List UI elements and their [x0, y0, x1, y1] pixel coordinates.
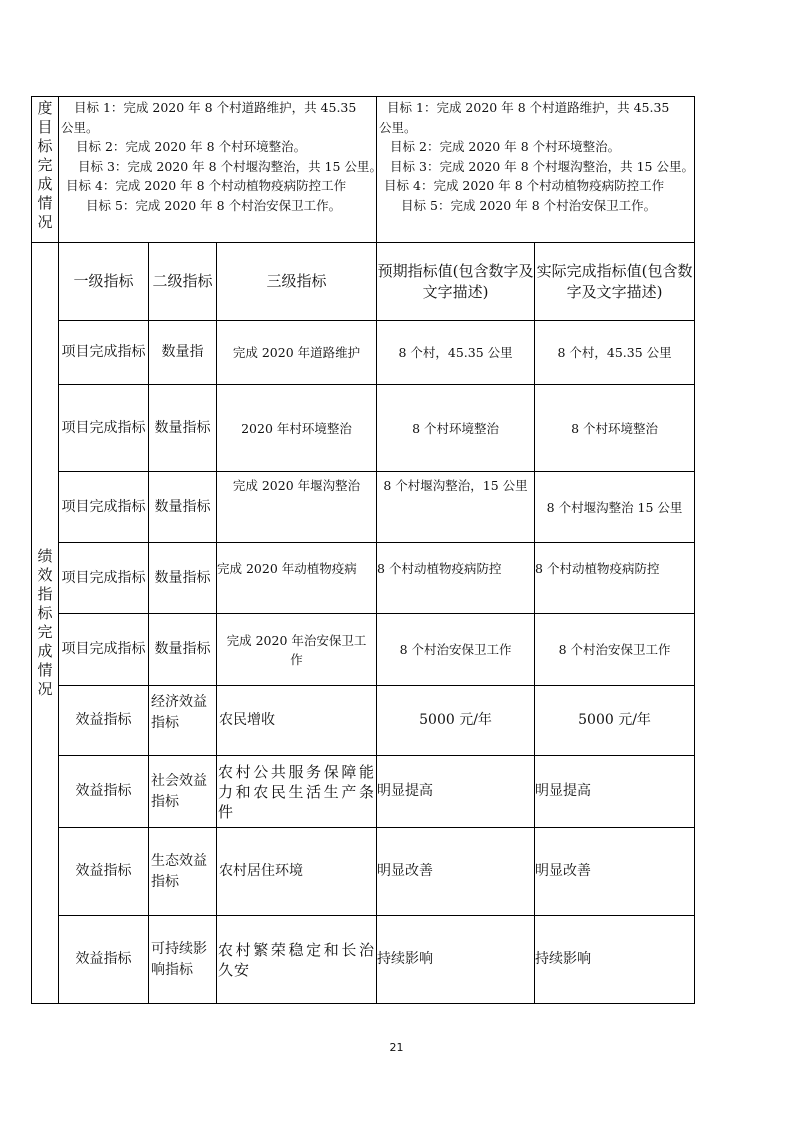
planned-goal-line: 目标 3：完成 2020 年 8 个村堰沟整治，共 15 公里。: [78, 158, 382, 174]
cell-level2: 数量指标: [149, 472, 217, 543]
header-level2: 二级指标: [149, 243, 217, 321]
planned-goal-line: 目标 1：完成 2020 年 8 个村道路维护，共 45.35: [74, 100, 357, 115]
cell-level2: 可持续影响指标: [149, 916, 217, 1004]
cell-level1: 效益指标: [59, 686, 149, 756]
cell-level2: 经济效益指标: [149, 686, 217, 756]
table-row: [32, 756, 695, 828]
cell-level3: 2020 年村环境整治: [217, 385, 377, 472]
cell-level3: 农村公共服务保障能力和农民生活生产条件: [217, 756, 377, 828]
planned-goals-cell: [59, 97, 382, 243]
goal-row: [32, 97, 695, 243]
cell-actual: 8 个村，45.35 公里: [535, 321, 695, 385]
cell-expected: 8 个村堰沟整治，15 公里: [377, 472, 535, 543]
planned-goal-line: 公里。: [61, 119, 99, 135]
cell-level2: 生态效益指标: [149, 828, 217, 916]
cell-expected: 8 个村治安保卫工作: [377, 614, 535, 686]
cell-level1: 项目完成指标: [59, 385, 149, 472]
actual-goal-line: 目标 1：完成 2020 年 8 个村道路维护，共 45.35: [387, 100, 670, 115]
cell-level2: 数量指标: [149, 614, 217, 686]
table-row: [32, 614, 695, 686]
cell-actual: 8 个村动植物疫病防控: [535, 543, 695, 614]
cell-actual: 8 个村环境整治: [535, 385, 695, 472]
cell-actual: 明显提高: [535, 756, 695, 828]
cell-level2: 数量指标: [149, 385, 217, 472]
table-row: [32, 543, 695, 614]
planned-goal-line: 目标 4：完成 2020 年 8 个村动植物疫病防控工作: [66, 178, 347, 193]
actual-goal-line: 目标 4：完成 2020 年 8 个村动植物疫病防控工作: [384, 178, 665, 193]
cell-level2: 社会效益指标: [149, 756, 217, 828]
cell-level1: 项目完成指标: [59, 543, 149, 614]
performance-report-sheet: [31, 96, 694, 1004]
table-row: [32, 916, 695, 1004]
header-level1: 一级指标: [59, 243, 149, 321]
cell-expected: 5000 元/年: [377, 686, 535, 756]
performance-table: [31, 96, 695, 1004]
header-expected: 预期指标值(包含数字及文字描述): [377, 243, 535, 321]
cell-level1: 效益指标: [59, 916, 149, 1004]
actual-goal-line: 公里。: [379, 119, 417, 135]
table-row: [32, 828, 695, 916]
cell-level3: 农民增收: [217, 686, 377, 756]
cell-actual: 8 个村堰沟整治 15 公里: [535, 472, 695, 543]
planned-goal-line: 目标 2：完成 2020 年 8 个村环境整治。: [76, 139, 307, 154]
table-row: [32, 321, 695, 385]
header-actual: 实际完成指标值(包含数字及文字描述): [535, 243, 695, 321]
cell-level1: 效益指标: [59, 756, 149, 828]
cell-level3: 农村居住环境: [217, 828, 377, 916]
cell-actual: 持续影响: [535, 916, 695, 1004]
cell-expected: 8 个村动植物疫病防控: [377, 543, 535, 614]
actual-goal-line: 目标 5：完成 2020 年 8 个村治安保卫工作。: [401, 197, 657, 213]
planned-goal-line: 目标 5：完成 2020 年 8 个村治安保卫工作。: [86, 197, 342, 213]
perf-section-label: 绩 效 指 标 完 成 情 况: [32, 243, 59, 1004]
cell-level3: 完成 2020 年动植物疫病: [217, 543, 377, 614]
cell-level3: 农村繁荣稳定和长治久安: [217, 916, 377, 1004]
cell-expected: 持续影响: [377, 916, 535, 1004]
cell-actual: 明显改善: [535, 828, 695, 916]
cell-expected: 8 个村，45.35 公里: [377, 321, 535, 385]
cell-actual: 8 个村治安保卫工作: [535, 614, 695, 686]
actual-goal-line: 目标 2：完成 2020 年 8 个村环境整治。: [390, 139, 621, 154]
goal-section-label: 度 目 标 完 成 情 况: [32, 97, 59, 243]
table-row: [32, 472, 695, 543]
cell-level2: 数量指: [149, 321, 217, 385]
table-row: [32, 686, 695, 756]
actual-goals-cell: [377, 97, 695, 243]
actual-goal-line: 目标 3：完成 2020 年 8 个村堰沟整治，共 15 公里。: [390, 158, 694, 174]
cell-expected: 明显提高: [377, 756, 535, 828]
cell-level1: 项目完成指标: [59, 321, 149, 385]
cell-level1: 效益指标: [59, 828, 149, 916]
page-number: 21: [389, 1041, 404, 1054]
cell-level2: 数量指标: [149, 543, 217, 614]
cell-actual: 5000 元/年: [535, 686, 695, 756]
table-row: [32, 385, 695, 472]
cell-expected: 明显改善: [377, 828, 535, 916]
cell-level3: 完成 2020 年治安保卫工作: [217, 614, 377, 686]
header-level3: 三级指标: [217, 243, 377, 321]
cell-level1: 项目完成指标: [59, 472, 149, 543]
cell-level3: 完成 2020 年堰沟整治: [217, 472, 377, 543]
cell-level1: 项目完成指标: [59, 614, 149, 686]
header-row: [32, 243, 695, 321]
cell-expected: 8 个村环境整治: [377, 385, 535, 472]
cell-level3: 完成 2020 年道路维护: [217, 321, 377, 385]
